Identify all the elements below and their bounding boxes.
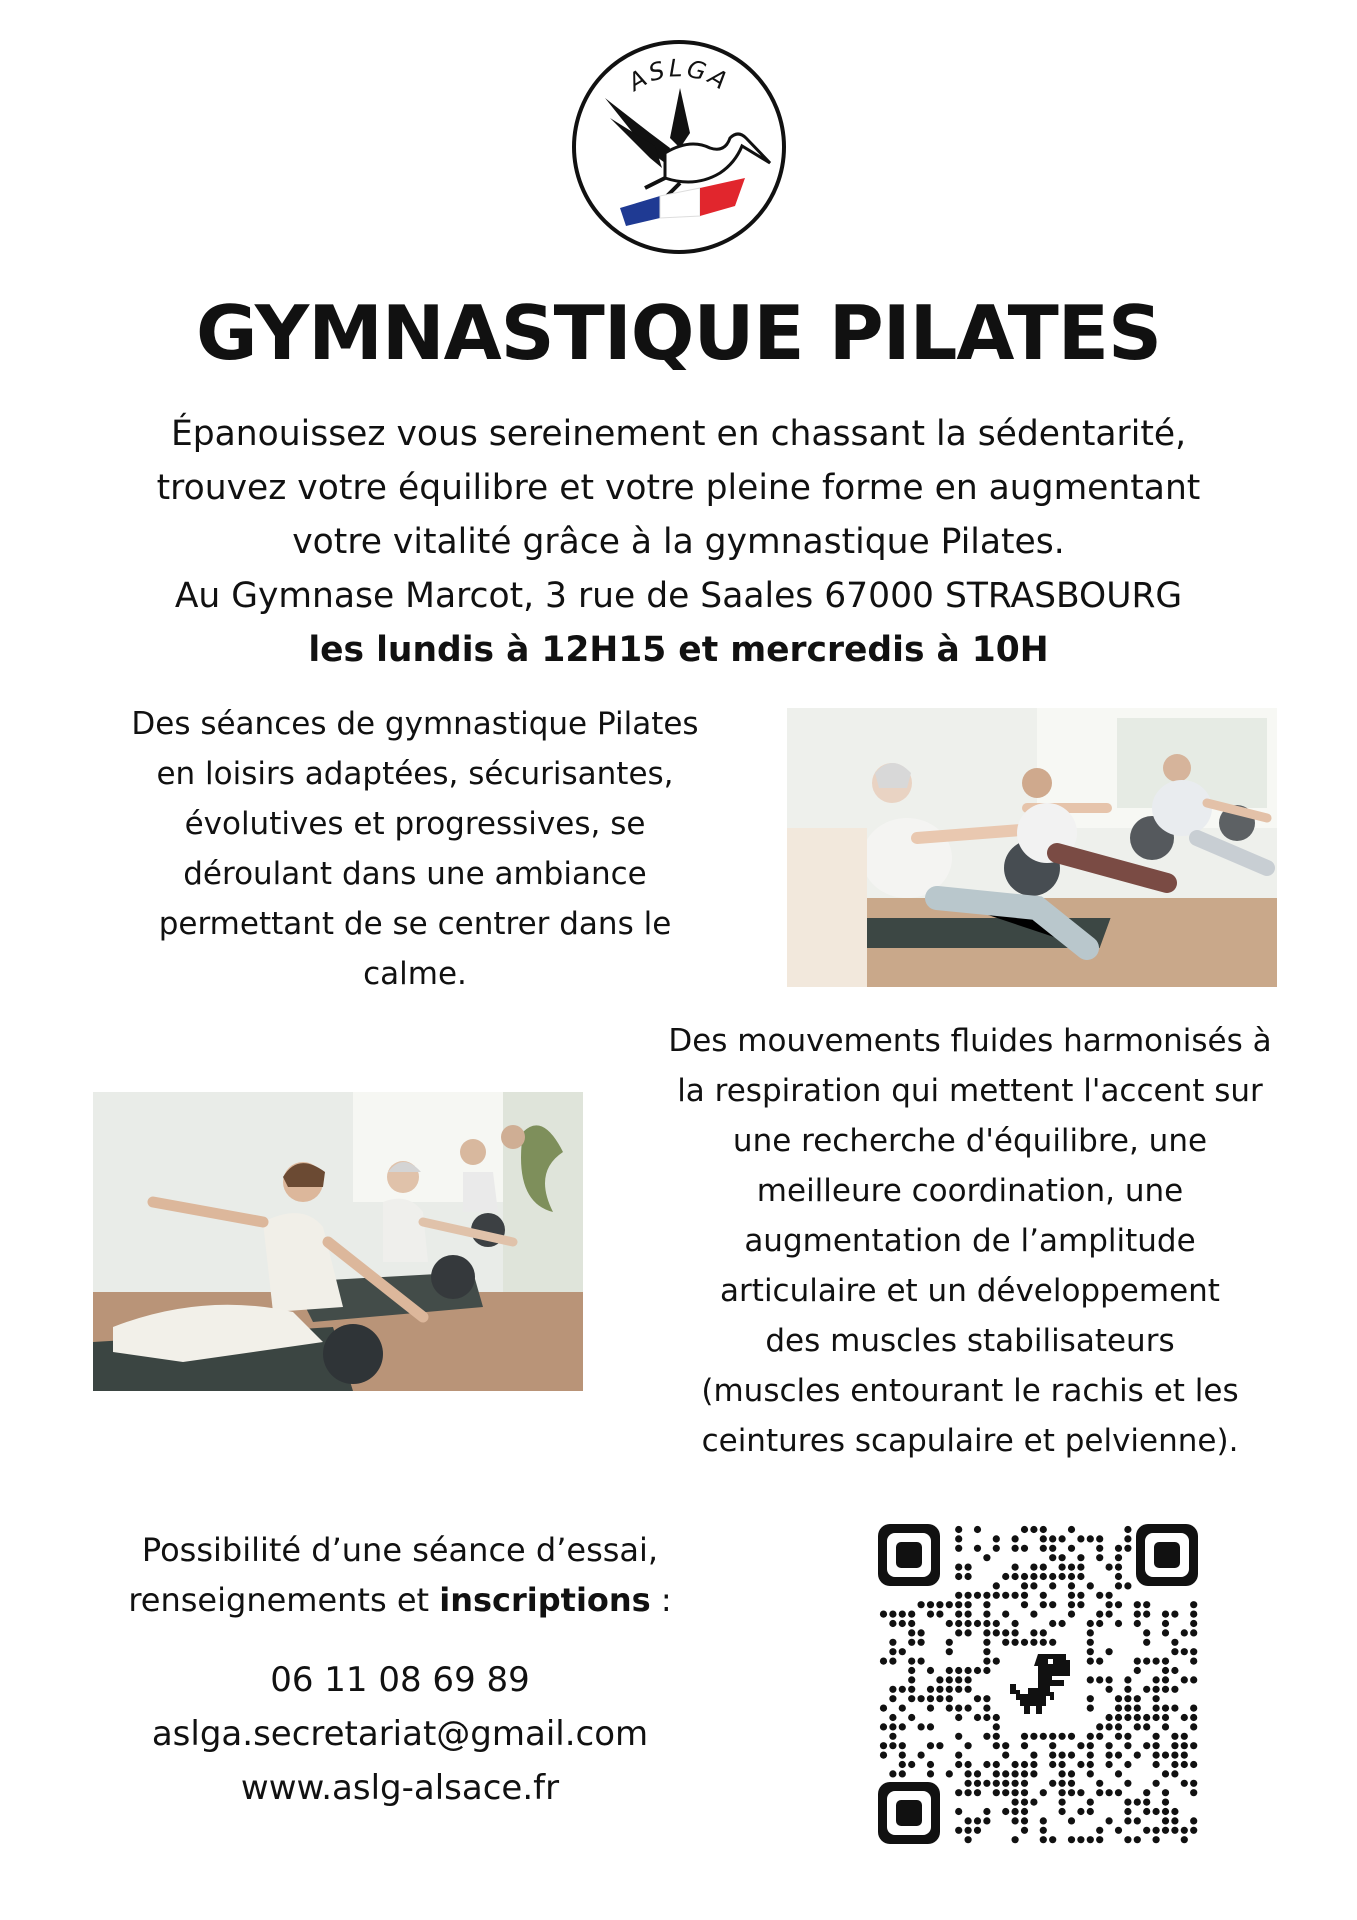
qr-finder-top-right (1136, 1524, 1198, 1586)
registration-bold: inscriptions (439, 1581, 651, 1619)
aslga-logo (570, 38, 788, 256)
desc1-line: Des séances de gymnastique Pilates (131, 706, 699, 742)
desc2-line: des muscles stabilisateurs (765, 1323, 1175, 1359)
logo-text: ASLGA (623, 54, 735, 97)
intro-line: trouvez votre équilibre et votre pleine forme en augmentant (156, 468, 1201, 508)
page-title: GYMNASTIQUE PILATES (195, 289, 1162, 377)
registration-prefix: renseignements et (128, 1581, 440, 1619)
email-link[interactable]: aslga.secretariat@gmail.com (151, 1714, 649, 1754)
desc2-line: la respiration qui mettent l'accent sur (677, 1073, 1263, 1109)
qr-finder-bottom-left (878, 1782, 940, 1844)
pilates-photo-1 (787, 708, 1277, 987)
desc1-line: calme. (363, 956, 467, 992)
desc1-line: permettant de se centrer dans le (158, 906, 672, 942)
registration-text (80, 1575, 720, 1625)
desc2-line: (muscles entourant le rachis et les (701, 1373, 1239, 1409)
description-movements (600, 1016, 1340, 1466)
qr-code-icon[interactable] (878, 1524, 1198, 1844)
desc1-line: en loisirs adaptées, sécurisantes, (156, 756, 674, 792)
intro-line: Épanouissez vous sereinement en chassant la sédentarité, (170, 414, 1187, 454)
desc2-line: augmentation de l’amplitude (744, 1223, 1196, 1259)
pilates-photo-2 (93, 1092, 583, 1391)
desc2-line: une recherche d'équilibre, une (732, 1123, 1208, 1159)
website-link[interactable]: www.aslg-alsace.fr (240, 1768, 560, 1808)
registration-suffix: : (650, 1581, 672, 1619)
contact-block (80, 1525, 720, 1815)
description-sessions (70, 699, 760, 999)
desc2-line: ceintures scapulaire et pelvienne). (701, 1423, 1239, 1459)
phone-number[interactable]: 06 11 08 69 89 (270, 1660, 530, 1700)
address: Au Gymnase Marcot, 3 rue de Saales 67000 STRASBOURG (174, 576, 1183, 616)
dinosaur-icon (1000, 1646, 1076, 1722)
desc2-line: articulaire et un développement (720, 1273, 1220, 1309)
trial-session-text: Possibilité d’une séance d’essai, (141, 1531, 659, 1569)
qr-finder-top-left (878, 1524, 940, 1586)
intro-text (40, 407, 1317, 677)
schedule: les lundis à 12H15 et mercredis à 10H (308, 630, 1049, 670)
desc1-line: évolutives et progressives, se (184, 806, 646, 842)
desc2-line: Des mouvements fluides harmonisés à (668, 1023, 1272, 1059)
desc1-line: déroulant dans une ambiance (183, 856, 647, 892)
desc2-line: meilleure coordination, une (756, 1173, 1184, 1209)
intro-line: votre vitalité grâce à la gymnastique Pilates. (292, 522, 1065, 562)
